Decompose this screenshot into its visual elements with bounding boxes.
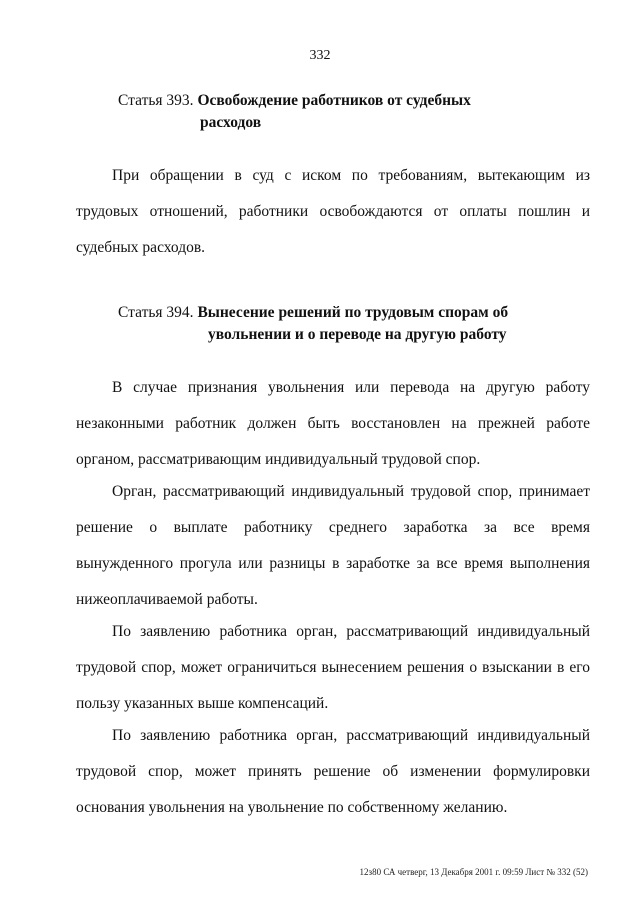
article-394-paragraph-4: По заявлению работника орган, рассматривающий индивидуальный трудовой спор, может принять решение об изменении формулировки основания увольнения на увольнение по собственному желанию.: [76, 727, 590, 816]
page-number: 332: [309, 48, 331, 63]
article-393-title-line2: расходов: [200, 114, 262, 131]
article-394-heading: [118, 302, 508, 346]
article-393-paragraph-1: При обращении в суд с иском по требованиям, вытекающим из трудовых отношений, работники освобождаются от оплаты пошлин и судебных расходов.: [76, 167, 590, 256]
article-394-paragraph-3: По заявлению работника орган, рассматривающий индивидуальный трудовой спор, может ограничиться вынесением решения о взыскании в его пользу указанных выше компенсаций.: [76, 623, 590, 712]
article-394-paragraph-1: В случае признания увольнения или перевода на другую работу незаконными работник должен быть восстановлен на прежней работе органом, рассматривающим индивидуальный трудовой спор.: [76, 379, 590, 468]
article-394-title-line2: увольнении и о переводе на другую работу: [208, 326, 507, 343]
article-393-title-line1: Освобождение работников от судебных: [197, 92, 471, 109]
article-394-number: Статья 394.: [118, 304, 194, 321]
article-394-paragraph-2: Орган, рассматривающий индивидуальный трудовой спор, принимает решение о выплате работнику среднего заработка за все время вынужденного прогула или разницы в заработке за все время выполнения нижеоплачиваемой работы.: [76, 483, 590, 608]
article-393-heading: [118, 90, 471, 134]
article-394-title-line1: Вынесение решений по трудовым спорам об: [197, 304, 509, 321]
page-footer: 12з80 СА четверг, 13 Декабря 2001 г. 09:59 Лист № 332 (52): [359, 867, 588, 877]
article-393-number: Статья 393.: [118, 92, 194, 109]
